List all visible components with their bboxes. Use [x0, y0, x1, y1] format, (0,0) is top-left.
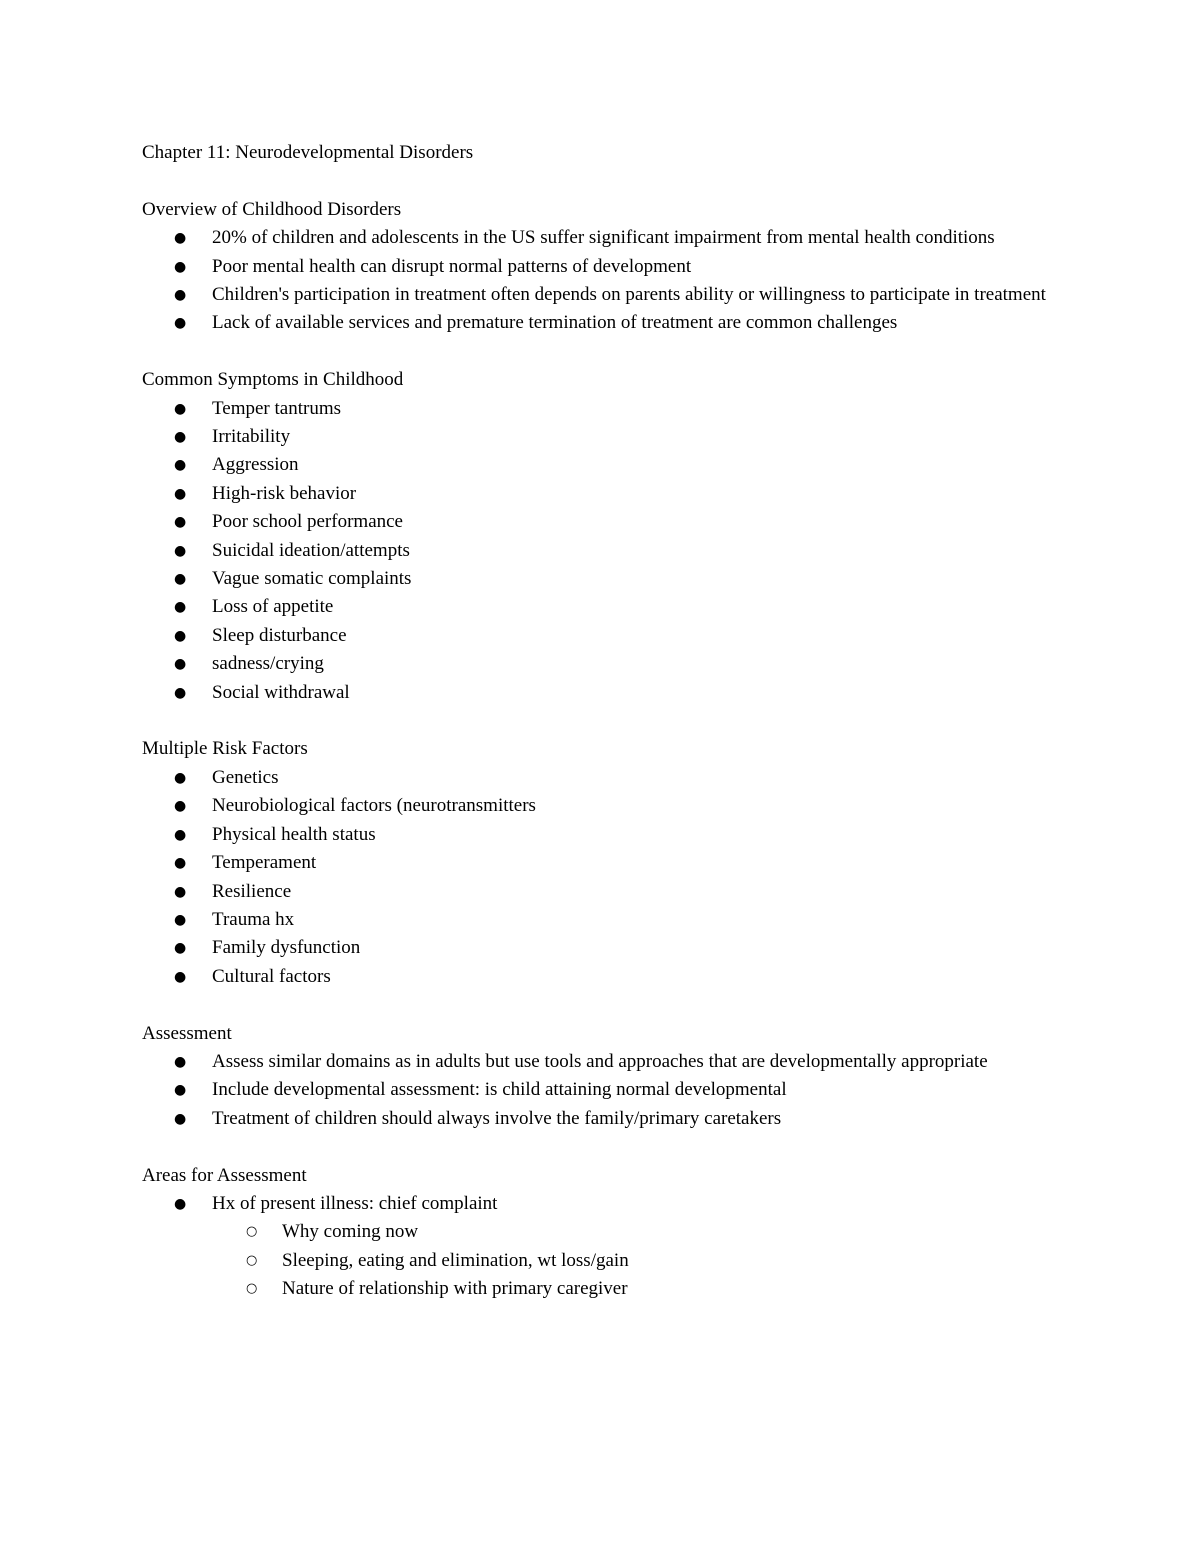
list-item: ● Loss of appetite: [142, 593, 1072, 621]
list-item: ● Temper tantrums: [142, 395, 1072, 423]
list-item: ● Resilience: [142, 878, 1072, 906]
list-item: ● Genetics: [142, 764, 1072, 792]
list-item: ● Suicidal ideation/attempts: [142, 537, 1072, 565]
document-page: [142, 139, 1072, 1304]
spacer: [142, 707, 1072, 735]
symptoms-list: [142, 395, 1072, 707]
section-heading-assessment: Assessment: [142, 1022, 232, 1044]
list-item: ● Lack of available services and premature termination of treatment are common challenges: [142, 309, 1072, 337]
list-item: ● 20% of children and adolescents in the US suffer significant impairment from mental health conditions: [142, 224, 1072, 252]
list-item: ● Treatment of children should always involve the family/primary caretakers: [142, 1105, 1072, 1133]
areas-for-assessment-sublist: [142, 1218, 1072, 1303]
page-title: Chapter 11: Neurodevelopmental Disorders: [142, 142, 474, 163]
list-item: ● Family dysfunction: [142, 934, 1072, 962]
list-item: ● Assess similar domains as in adults but use tools and approaches that are developmentally appropriate: [142, 1048, 1072, 1076]
risk-factors-list: [142, 764, 1072, 991]
spacer: [142, 991, 1072, 1019]
list-item: ● Social withdrawal: [142, 679, 1072, 707]
list-item: ● Poor mental health can disrupt normal patterns of development: [142, 253, 1072, 281]
areas-for-assessment-list: [142, 1190, 1072, 1218]
sub-list-item: ○ Nature of relationship with primary caregiver: [212, 1275, 1072, 1303]
list-item: ● Neurobiological factors (neurotransmitters: [142, 792, 1072, 820]
section-heading-risk-factors: Multiple Risk Factors: [142, 738, 308, 760]
list-item: ● Include developmental assessment: is child attaining normal developmental: [142, 1076, 1072, 1104]
section-heading-overview: Overview of Childhood Disorders: [142, 198, 402, 220]
list-item: ● Aggression: [142, 451, 1072, 479]
list-item: ● Vague somatic complaints: [142, 565, 1072, 593]
spacer: [142, 338, 1072, 366]
section-heading-areas-for-assessment: Areas for Assessment: [142, 1164, 307, 1186]
spacer: [142, 167, 1072, 195]
list-item: ● Cultural factors: [142, 963, 1072, 991]
list-item: ● Physical health status: [142, 821, 1072, 849]
list-item: ● Sleep disturbance: [142, 622, 1072, 650]
list-item: ● sadness/crying: [142, 650, 1072, 678]
section-heading-symptoms: Common Symptoms in Childhood: [142, 369, 404, 391]
list-item: ● Poor school performance: [142, 508, 1072, 536]
list-item: [142, 1190, 1072, 1218]
list-item: ● High-risk behavior: [142, 480, 1072, 508]
list-item: ● Trauma hx: [142, 906, 1072, 934]
list-item: ● Temperament: [142, 849, 1072, 877]
list-item: ● Children's participation in treatment often depends on parents ability or willingness to participate in treatment: [142, 281, 1072, 309]
list-item-text: Hx of present illness: chief complaint: [212, 1192, 498, 1214]
list-item: ● Irritability: [142, 423, 1072, 451]
sub-list-item: ○ Why coming now: [212, 1218, 1072, 1246]
spacer: [142, 1133, 1072, 1161]
overview-list: [142, 224, 1072, 338]
assessment-list: [142, 1048, 1072, 1133]
sub-list-item: ○ Sleeping, eating and elimination, wt loss/gain: [212, 1247, 1072, 1275]
